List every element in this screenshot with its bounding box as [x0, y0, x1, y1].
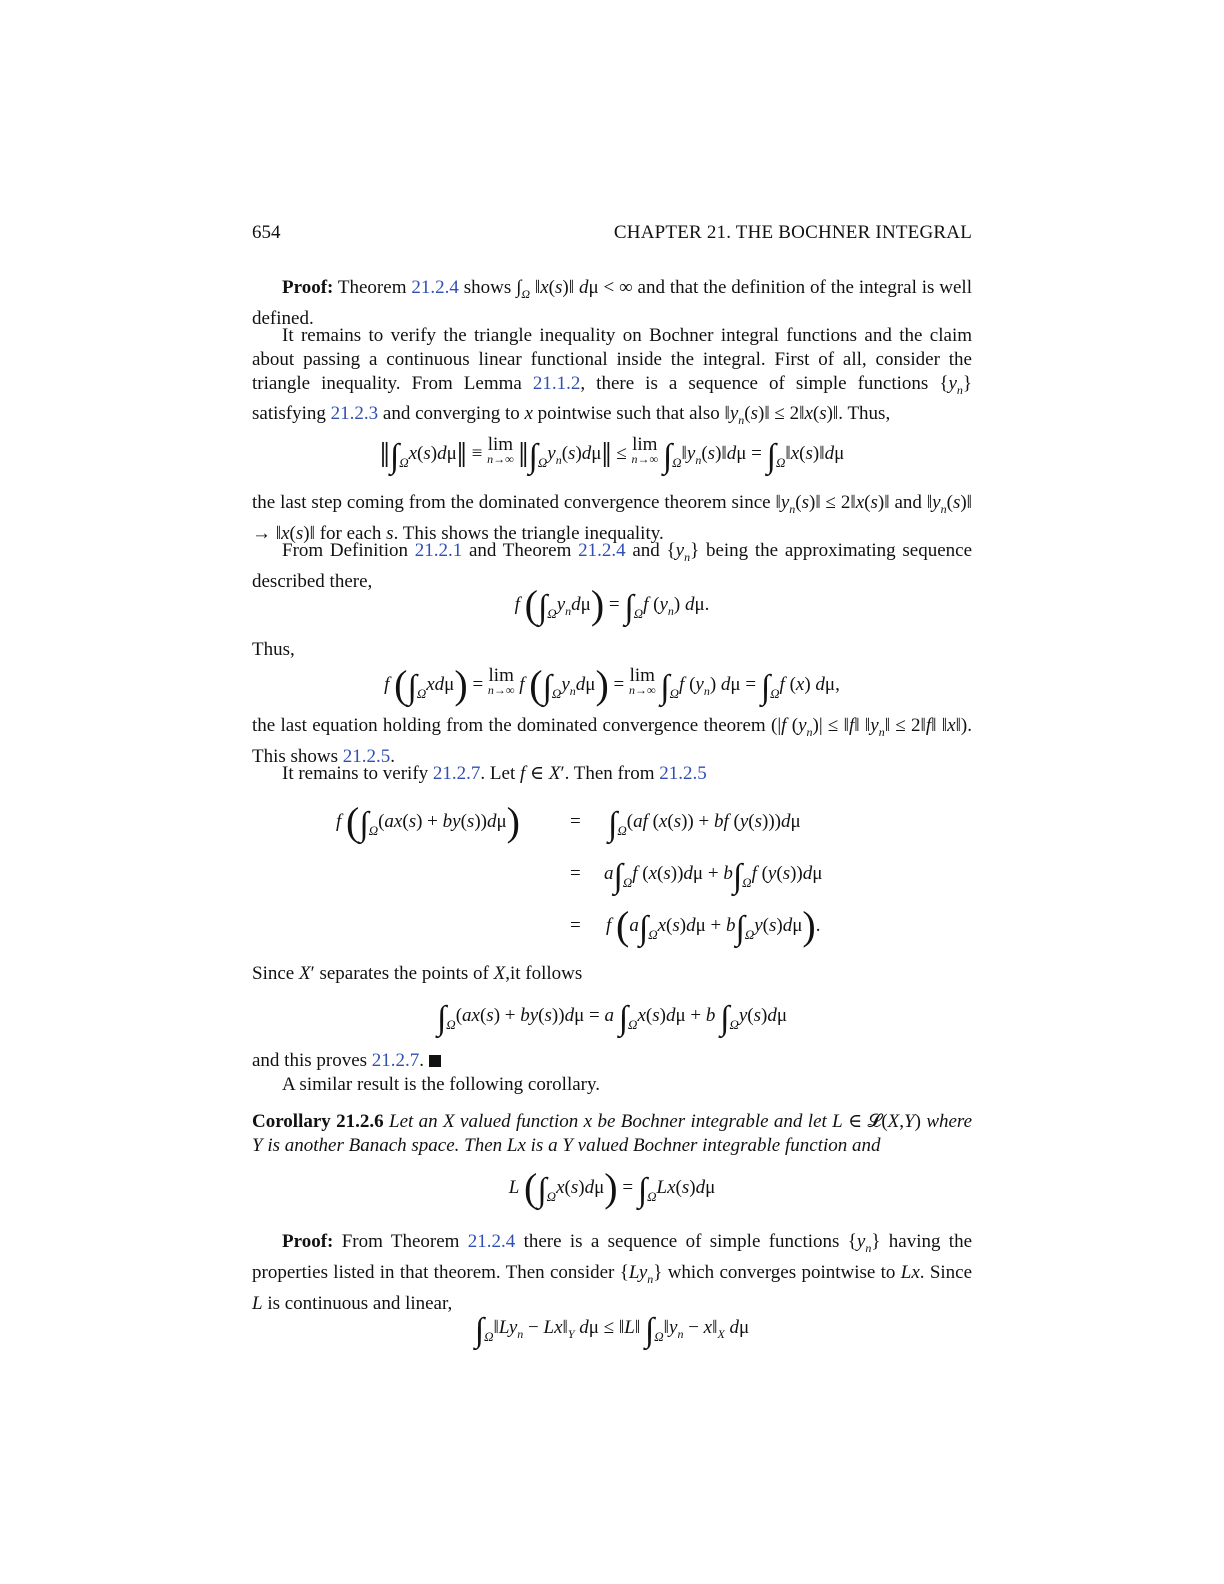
- text: and: [632, 540, 660, 561]
- paragraph-8: Since X′ separates the points of X,it follows: [252, 963, 583, 984]
- text: .: [419, 1050, 425, 1071]
- text: and that the definition of the integral is well defined.: [252, 277, 972, 329]
- text: ,it follows: [505, 963, 583, 984]
- text: and converging to: [382, 403, 520, 425]
- text: , there is a sequence of simple functions: [580, 372, 929, 394]
- equation-triangle-inequality: $‖\int_\Omega x(s)d\mu‖$ ≡ lim n→∞ $‖\int_\Omega y_n(s)d\mu‖$ ≤ lim n→∞ $\int_\Omega‖y_n(s)‖d\mu$ = $\int_\Omega‖x(s)‖d\mu$: [379, 434, 845, 475]
- equation-link[interactable]: 21.2.5: [659, 763, 707, 784]
- text: there is a sequence of simple functions: [523, 1231, 840, 1252]
- text: . Let: [480, 763, 516, 784]
- text: having the properties listed in that theorem. Then consider: [252, 1231, 973, 1283]
- text: Theorem: [337, 277, 407, 298]
- proof-label: Proof:: [282, 277, 334, 298]
- equation-link[interactable]: 21.2.5: [342, 745, 391, 767]
- text: is continuous and linear,: [267, 1292, 453, 1314]
- text: .: [390, 745, 396, 767]
- inline-math: $‖y_n(s)‖$ → ‖x(s)‖: [252, 492, 973, 544]
- text: . Thus,: [838, 403, 891, 425]
- inline-math: $\{Ly_n\}$: [619, 1261, 663, 1286]
- equation-integral-linearity: $\int_\Omega(ax(s) + by(s))d\mu = a$ $\int_\Omega x(s)d\mu + b$ $\int_\Omega y(s)d\mu$: [436, 1000, 788, 1037]
- equation-link[interactable]: 21.2.7: [371, 1050, 420, 1071]
- equals-sign: =: [570, 811, 581, 832]
- paragraph-6: [252, 714, 972, 769]
- proof-label: Proof:: [282, 1231, 334, 1252]
- text: Let an X valued function x be Bochner integrable and let L: [389, 1111, 843, 1132]
- text: Thus,: [252, 639, 295, 660]
- inline-math: $\{y_n\}$: [939, 372, 973, 397]
- corollary-statement: [252, 1110, 972, 1158]
- inline-math: ∈ 𝓛(X,Y): [848, 1111, 921, 1132]
- text: It remains to verify the triangle inequality on Bochner integral functions and the claim about passing a continuous linear functional inside the integral. First of all, consider the triangle inequality. From Lemma: [252, 325, 972, 394]
- definition-link[interactable]: 21.2.1: [414, 540, 463, 561]
- inline-math: $‖y_n(s)‖$ ≤ 2‖x(s)‖: [775, 492, 890, 516]
- text: A similar result is the following corollary.: [282, 1074, 601, 1095]
- inline-math: $\{y_n\}$: [847, 1231, 881, 1255]
- theorem-link[interactable]: 21.2.4: [467, 1231, 516, 1252]
- text: It remains to verify: [282, 763, 429, 784]
- paragraph-9: [252, 1049, 972, 1073]
- text: and Theorem: [468, 540, 572, 561]
- equals-sign: =: [570, 863, 581, 884]
- paragraph-10: [252, 1073, 972, 1097]
- corollary-label: Corollary 21.2.6: [252, 1111, 384, 1132]
- page-number: 654: [252, 222, 281, 243]
- text: the last equation holding from the dominated convergence theorem (: [252, 715, 778, 736]
- paragraph-3: the last step coming from the dominated convergence theorem since $‖y_n(s)‖$ ≤ 2‖x(s)‖ and $‖y_n(s)‖$ → ‖x(s)‖ for each s. This shows the triangle inequality.: [252, 492, 973, 544]
- text: From Definition: [282, 540, 409, 561]
- equation-row-lhs: f $(\int_\Omega(ax(s) + by(s))d\mu)$: [336, 799, 520, 844]
- text: . Since: [919, 1261, 973, 1283]
- equation-operator-bound: $\int_\Omega‖Ly_n$ − $Lx‖_Y$ dμ ≤ ‖L‖ $\int_\Omega‖y_n$ − $x‖_X$ dμ: [474, 1312, 750, 1349]
- inline-math: |f $(y_n)|$ ≤ ‖f‖ $‖y_n‖$ ≤ 2‖f‖ ‖x‖: [777, 715, 961, 739]
- inline-math: $\{y_n\}$: [666, 540, 700, 564]
- text: for each: [319, 522, 382, 544]
- text: ). This shows: [252, 715, 972, 767]
- inline-math: $‖y_n(s)‖$ ≤ 2‖x(s)‖: [724, 403, 839, 428]
- chapter-title: CHAPTER 21. THE BOCHNER INTEGRAL: [613, 222, 972, 243]
- paragraph-7: [252, 762, 972, 786]
- proof-paragraph-1: [252, 276, 972, 331]
- text: shows: [463, 277, 512, 298]
- paragraph-5: [252, 638, 972, 662]
- text: which converges pointwise to: [667, 1261, 896, 1283]
- equals-sign: =: [570, 915, 581, 936]
- equation-row-1: $\int_\Omega(af$ (x(s)) + bf (y(s)))dμ: [608, 806, 801, 843]
- text: Since: [252, 963, 295, 984]
- text: and this proves: [252, 1050, 368, 1071]
- equation-row-2: $a\int_\Omega f$ $(x(s))d\mu + b\int_\Omega f$ (y(s))dμ: [604, 858, 823, 895]
- proof-paragraph-2: Proof: From Theorem 21.2.4 there is a sequence of simple functions $\{y_n\}$ having the properties listed in that theorem. Then consider $\{Ly_n\}$ which converges pointwise to Lx. Since L is continuous and linear,: [252, 1231, 973, 1314]
- paragraph-4: [252, 539, 972, 594]
- text: and: [894, 492, 922, 513]
- theorem-link[interactable]: 21.2.4: [578, 540, 626, 561]
- text: satisfying: [252, 403, 326, 425]
- equation-link[interactable]: 21.2.3: [330, 403, 379, 425]
- lemma-link[interactable]: 21.1.2: [532, 372, 581, 394]
- paragraph-2: It remains to verify the triangle inequality on Bochner integral functions and the claim about passing a continuous linear functional inside the integral. First of all, consider the triangle inequality. From Lemma 21.1.2, there is a sequence of simple functions $\{y_n\}$ satisfying 21.2.3 and converging to x pointwise such that also $‖y_n(s)‖$ ≤ 2‖x(s)‖. Thus,: [252, 325, 973, 428]
- text: pointwise such that also: [537, 403, 720, 425]
- equation-corollary: L $(\int_\Omega x(s)d\mu) = \int_\Omega Lx(s)d\mu$: [508, 1165, 716, 1210]
- text: . This shows the triangle inequality.: [393, 522, 664, 544]
- text: separates the points of: [319, 963, 489, 984]
- text: the last step coming from the dominated convergence theorem since: [252, 492, 771, 513]
- text: being the approximating sequence described there,: [252, 540, 973, 592]
- equation-link[interactable]: 21.2.7: [432, 763, 481, 784]
- equation-functional-limit: f $(\int_\Omega xd\mu)$ = lim n→∞ f $(\int_\Omega y_nd\mu)$ = lim n→∞ $\int_\Omega f$ $(y_n) d\mu = \int_\Omega f$ (x) dμ,: [384, 662, 840, 707]
- text: From Theorem: [341, 1231, 460, 1252]
- equation-row-3: f $(a\int_\Omega x(s)d\mu + b\int_\Omega y(s)d\mu)$.: [606, 903, 821, 948]
- qed-symbol: [429, 1055, 441, 1067]
- inline-math: f ∈ X′: [519, 763, 565, 784]
- theorem-link[interactable]: 21.2.4: [411, 277, 459, 298]
- inline-math: $\int_\Omega$ ‖x(s)‖ dμ < ∞: [516, 277, 633, 301]
- text: . Then from: [564, 763, 655, 784]
- equation-functional-simple: f $(\int_\Omega y_nd\mu) = \int_\Omega f$ $(y_n)$ dμ.: [514, 582, 710, 627]
- text: where Y is another Banach space. Then Lx is a Y valued Bochner integrable function and: [252, 1111, 973, 1156]
